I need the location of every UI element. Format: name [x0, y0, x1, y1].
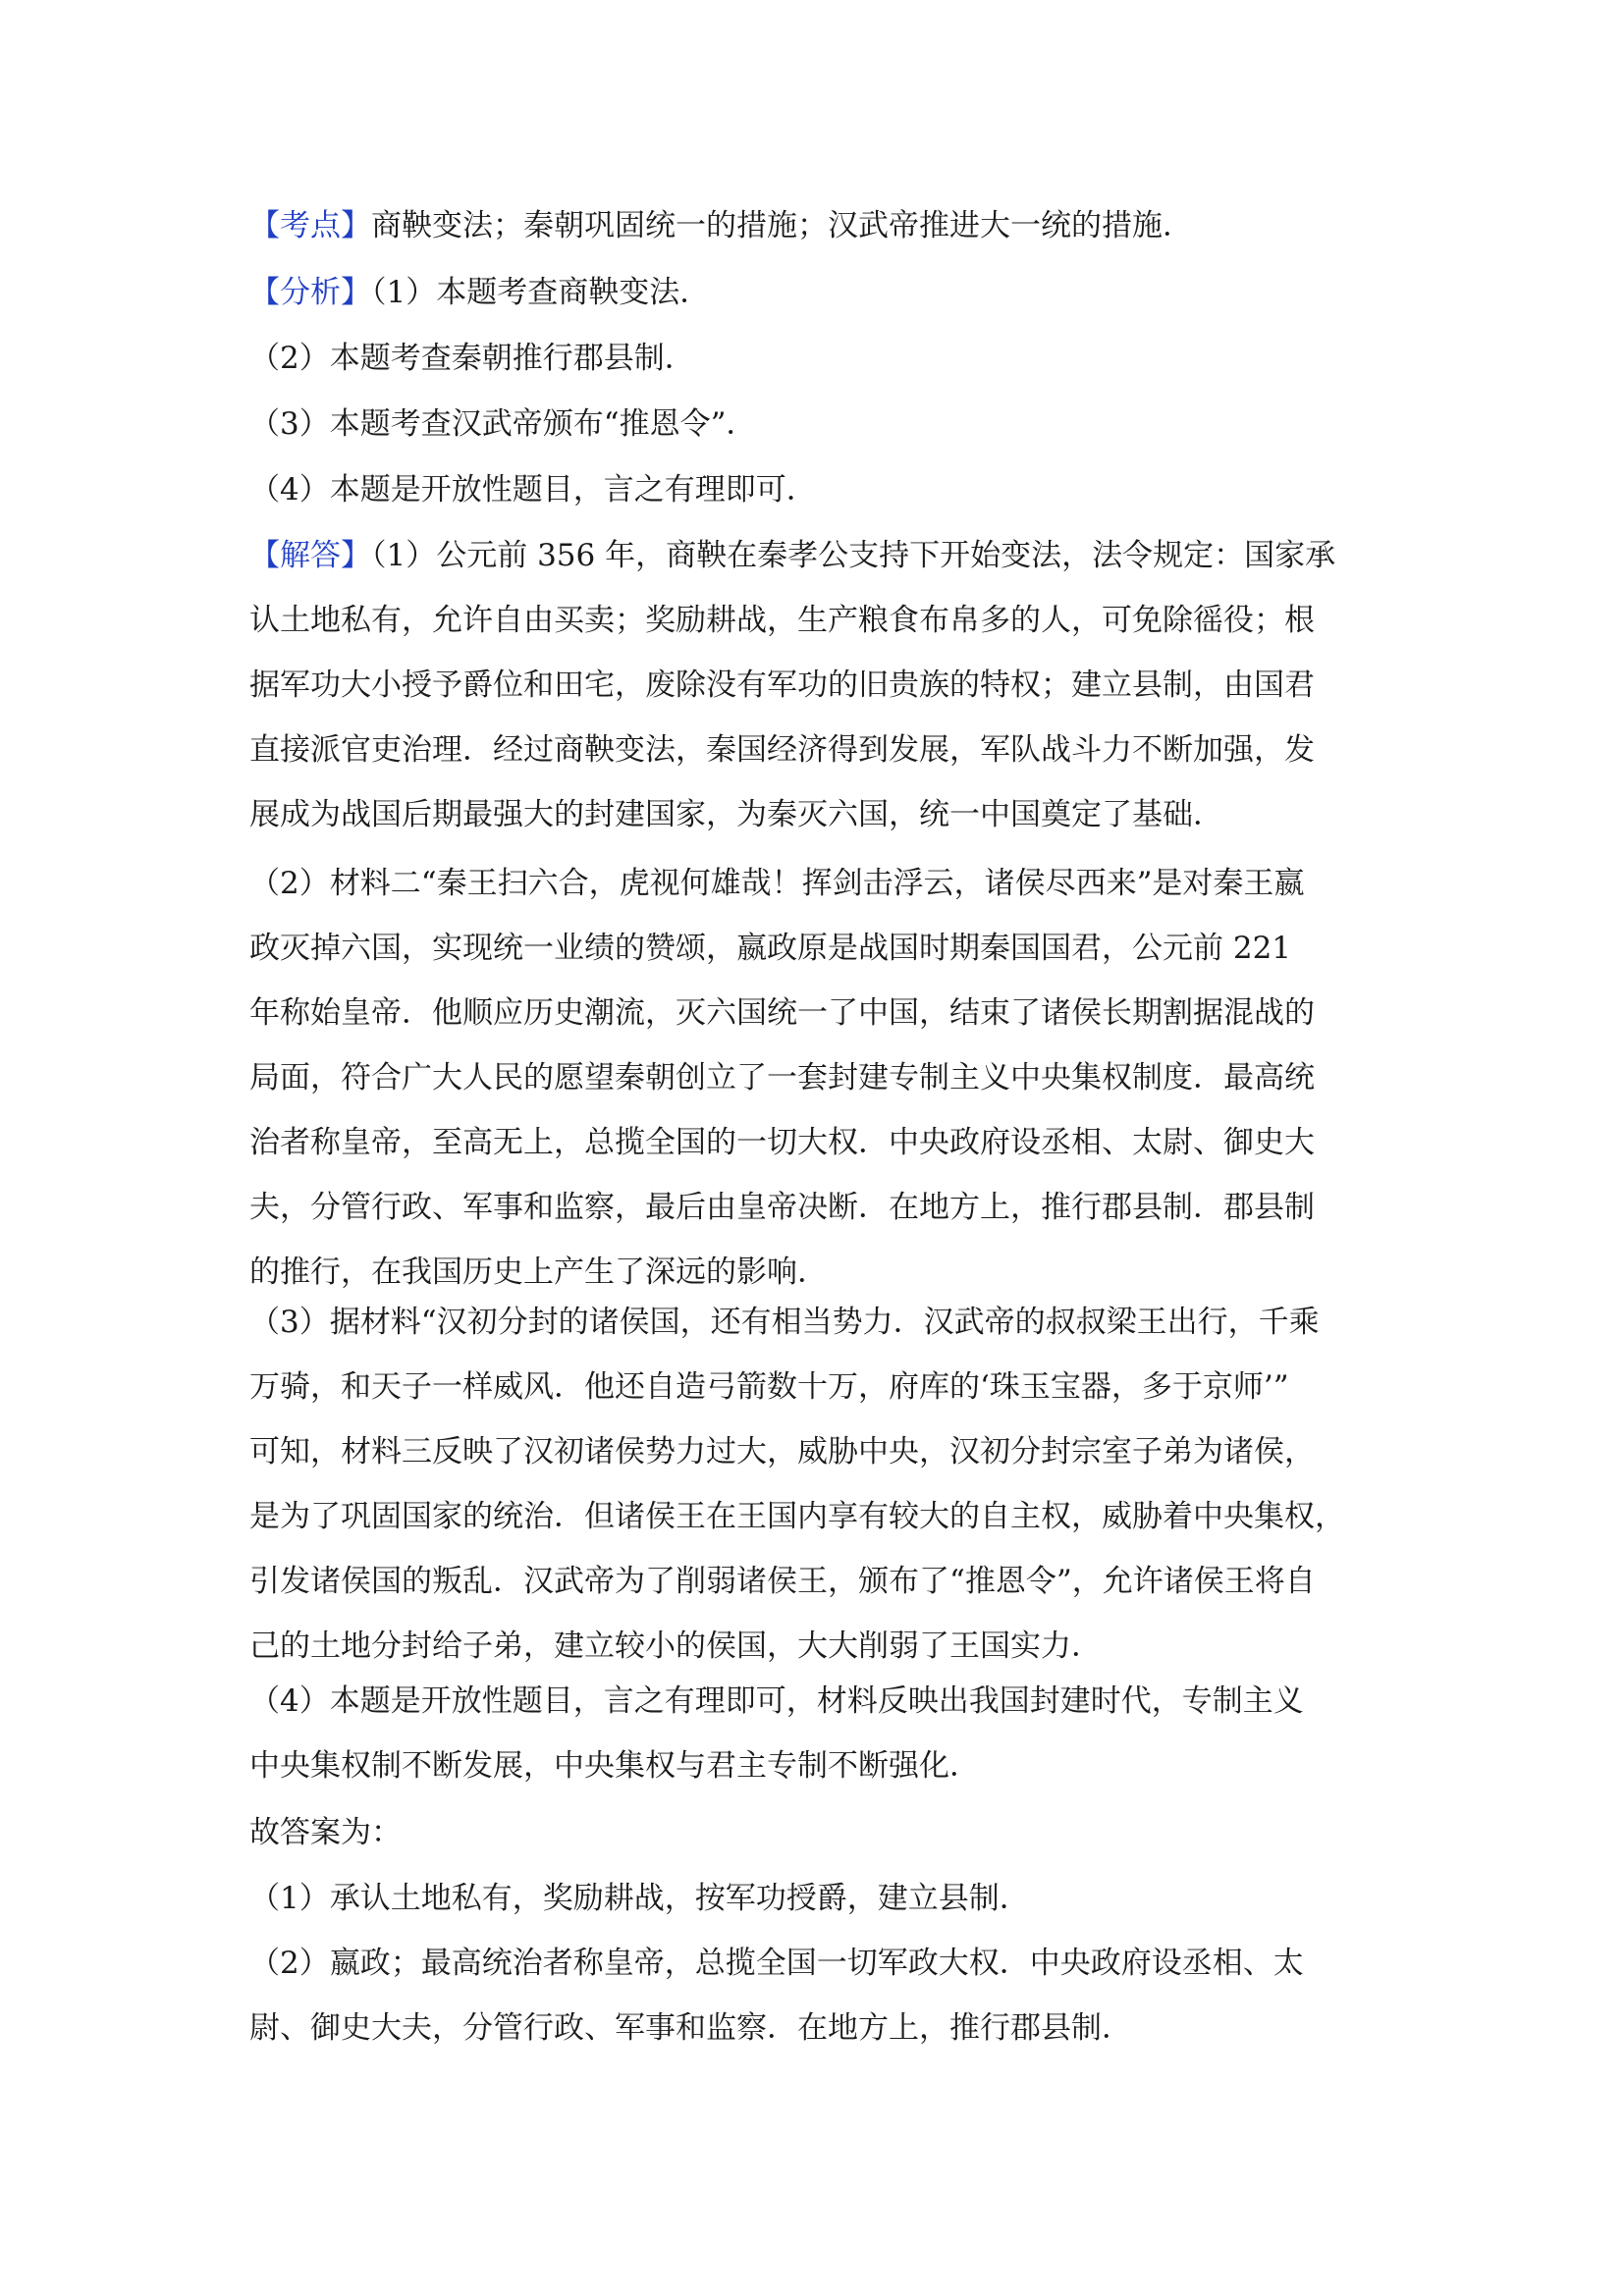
jieda-p3-row: 引发诸侯国的叛乱．汉武帝为了削弱诸侯王，颁布了“推恩令”，允许诸侯王将自	[249, 1564, 1316, 1599]
jieda-p4-row: （4）本题是开放性题目，言之有理即可，材料反映出我国封建时代，专制主义	[249, 1683, 1304, 1719]
answer-item-2	[249, 1942, 1304, 2050]
jieda-p1-row: 认土地私有，允许自由买卖；奖励耕战，生产粮食布帛多的人，可免除徭役；根	[249, 603, 1315, 638]
jieda-p1-row	[249, 534, 1335, 599]
jieda-p1-row: 展成为战国后期最强大的封建国家，为秦灭六国，统一中国奠定了基础．	[249, 797, 1223, 832]
kaodian-label: 【考点】	[249, 208, 371, 243]
jieda-p3-row: 己的土地分封给子弟，建立较小的侯国，大大削弱了王国实力．	[249, 1629, 1102, 1664]
answer-item-2-row: 尉、御史大夫，分管行政、军事和监察．在地方上，推行郡县制．	[249, 2010, 1132, 2046]
jieda-p3-row: 是为了巩固国家的统治．但诸侯王在王国内享有较大的自主权，威胁着中央集权，	[249, 1499, 1345, 1534]
jieda-p1-text: （1）公元前 356 年，商鞅在秦孝公支持下开始变法，法令规定：国家承	[371, 538, 1336, 573]
jieda-p2-row: 夫，分管行政、军事和监察，最后由皇帝决断．在地方上，推行郡县制．郡县制	[249, 1190, 1315, 1225]
jieda-p1-row: 直接派官吏治理．经过商鞅变法，秦国经济得到发展，军队战斗力不断加强，发	[249, 732, 1315, 768]
fenxi-line-3: （3）本题考查汉武帝颁布“推恩令”．	[249, 406, 757, 442]
jieda-p4-row: 中央集权制不断发展，中央集权与君主专制不断强化．	[249, 1748, 980, 1784]
jieda-paragraph-1	[249, 534, 1335, 836]
kaodian-text: 商鞅变法；秦朝巩固统一的措施；汉武帝推进大一统的措施．	[371, 208, 1193, 243]
jieda-label: 【解答】	[249, 538, 371, 573]
jieda-paragraph-2	[249, 862, 1315, 1294]
jieda-paragraph-3	[249, 1301, 1345, 1668]
answer-item-2-row: （2）嬴政；最高统治者称皇帝，总揽全国一切军政大权．中央政府设丞相、太	[249, 1946, 1304, 1981]
kaodian-line	[249, 204, 1193, 247]
jieda-p2-row: 年称始皇帝．他顺应历史潮流，灭六国统一了中国，结束了诸侯长期割据混战的	[249, 995, 1315, 1031]
fenxi-line-4: （4）本题是开放性题目，言之有理即可．	[249, 472, 817, 507]
fenxi-label: 【分析】	[249, 275, 371, 310]
jieda-p2-row: 局面，符合广大人民的愿望秦朝创立了一套封建专制主义中央集权制度．最高统	[249, 1060, 1315, 1095]
jieda-paragraph-4	[249, 1680, 1304, 1788]
jieda-p2-row: 治者称皇帝，至高无上，总揽全国的一切大权．中央政府设丞相、太尉、御史大	[249, 1125, 1315, 1160]
fenxi-line-2: （2）本题考查秦朝推行郡县制．	[249, 341, 695, 376]
fenxi-line-1	[249, 271, 710, 314]
jieda-p1-row: 据军功大小授予爵位和田宅，废除没有军功的旧贵族的特权；建立县制，由国君	[249, 667, 1315, 703]
fenxi-text-1: （1）本题考查商鞅变法．	[371, 275, 711, 310]
jieda-p2-row: 政灭掉六国，实现统一业绩的赞颂，嬴政原是战国时期秦国国君，公元前 221	[249, 931, 1292, 966]
jieda-p3-row: 万骑，和天子一样威风．他还自造弓箭数十万，府库的‘珠玉宝器，多于京师’”	[249, 1369, 1289, 1405]
answer-item-1: （1）承认土地私有，奖励耕战，按军功授爵，建立县制．	[249, 1881, 1030, 1916]
jieda-p2-row: 的推行，在我国历史上产生了深远的影响．	[249, 1255, 828, 1290]
jieda-p3-row: 可知，材料三反映了汉初诸侯势力过大，威胁中央，汉初分封宗室子弟为诸侯，	[249, 1434, 1315, 1469]
jieda-p2-row: （2）材料二“秦王扫六合，虎视何雄哉！挥剑击浮云，诸侯尽西来”是对秦王嬴	[249, 866, 1305, 901]
answer-heading: 故答案为：	[249, 1815, 402, 1850]
jieda-p3-row: （3）据材料“汉初分封的诸侯国，还有相当势力．汉武帝的叔叔梁王出行，千乘	[249, 1305, 1320, 1340]
